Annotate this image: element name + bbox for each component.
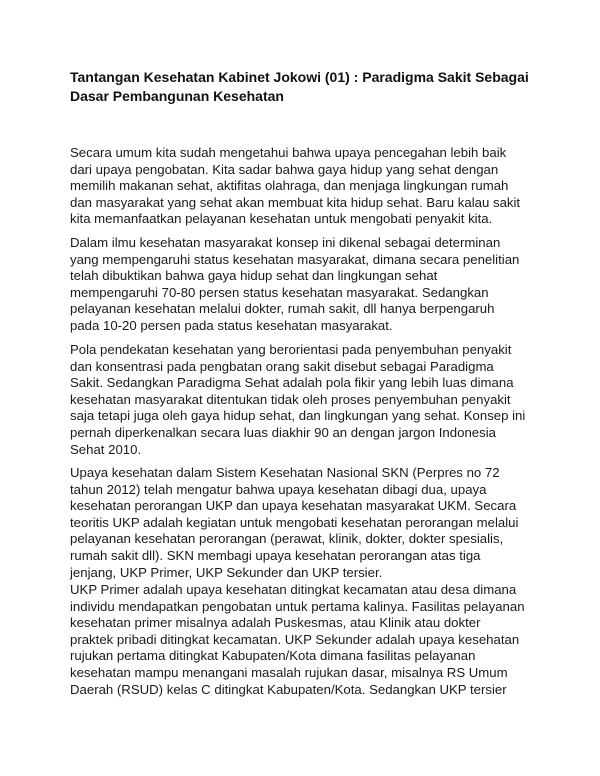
text-line: kita memanfaatkan pelayanan kesehatan untuk mengobati penyakit kita.: [70, 211, 493, 227]
text-line: mempengaruhi 70-80 persen status kesehatan masyarakat. Sedangkan: [70, 284, 489, 300]
text-line: Upaya kesehatan dalam Sistem Kesehatan Nasional SKN (Perpres no 72: [70, 465, 500, 480]
text-line: pernah diperkenalkan secara luas diakhir 90 an dengan jargon Indonesia: [70, 424, 496, 440]
text-line: rumah sakit dll). SKN membagi upaya kesehatan perorangan atas tiga: [70, 547, 481, 563]
paragraph-3: [70, 342, 540, 458]
text-line: yang mempengaruhi status kesehatan masyarakat, dimana secara penelitian: [70, 251, 520, 267]
paragraph-2: [70, 235, 540, 335]
text-line: Pola pendekatan kesehatan yang berorientasi pada penyembuhan penyakit: [70, 342, 512, 357]
text-line: kesehatan primer misalnya adalah Puskesmas, atau Klinik atau dokter: [70, 615, 481, 631]
text-line: kesehatan mampu menangani masalah rujukan dasar, misalnya RS Umum: [70, 664, 508, 680]
text-line: kesehatan masyarakat ditentukan tidak oleh proses penyembuhan penyakit: [70, 391, 511, 407]
text-line: kesehatan perorangan UKP dan upaya kesehatan masyarakat UKM. Secara: [70, 498, 517, 514]
document-title: [70, 68, 540, 106]
text-line: Dalam ilmu kesehatan masyarakat konsep ini dikenal sebagai determinan: [70, 235, 501, 250]
paragraph-5: [70, 582, 540, 698]
paragraph-4: [70, 465, 540, 581]
text-line: pelayanan kesehatan perorangan (perawat, klinik, dokter, dokter spesialis,: [70, 531, 504, 547]
text-line: jenjang, UKP Primer, UKP Sekunder dan UKP tersier.: [70, 564, 383, 580]
text-line: saja tetapi juga oleh gaya hidup sehat, dan lingkungan yang sehat. Konsep ini: [70, 408, 526, 424]
text-line: individu mendapatkan pengobatan untuk pertama kalinya. Fasilitas pelayanan: [70, 598, 525, 614]
text-line: UKP Primer adalah upaya kesehatan ditingkat kecamatan atau desa dimana: [70, 582, 517, 597]
text-line: teoritis UKP adalah kegiatan untuk mengobati kesehatan perorangan melalui: [70, 514, 519, 530]
title-line: Tantangan Kesehatan Kabinet Jokowi (01) : Paradigma Sakit Sebagai: [70, 69, 529, 85]
title-line: Dasar Pembangunan Kesehatan: [70, 88, 284, 104]
text-line: praktek pribadi ditingkat kecamatan. UKP Sekunder adalah upaya kesehatan: [70, 631, 520, 647]
text-line: telah dibuktikan bahwa gaya hidup sehat dan lingkungan sehat: [70, 268, 438, 284]
text-line: dan masyarakat yang sehat akan membuat kita hidup sehat. Baru kalau sakit: [70, 194, 521, 210]
text-line: tahun 2012) telah mengatur bahwa upaya kesehatan dibagi dua, upaya: [70, 481, 487, 497]
text-line: dan konsentrasi pada pengbatan orang sakit disebut sebagai Paradigma: [70, 358, 494, 374]
text-line: Sakit. Sedangkan Paradigma Sehat adalah pola fikir yang lebih luas dimana: [70, 375, 514, 391]
text-line: pada 10-20 persen pada status kesehatan masyarakat.: [70, 317, 393, 333]
text-line: Daerah (RSUD) kelas C ditingkat Kabupaten/Kota. Sedangkan UKP tersier: [70, 681, 507, 697]
text-line: dari upaya pengobatan. Kita sadar bahwa gaya hidup yang sehat dengan: [70, 161, 499, 177]
text-line: memilih makanan sehat, aktifitas olahraga, dan menjaga lingkungan rumah: [70, 178, 509, 194]
text-line: rujukan pertama ditingkat Kabupaten/Kota dimana fasilitas pelayanan: [70, 648, 476, 664]
text-line: Secara umum kita sudah mengetahui bahwa upaya pencegahan lebih baik: [70, 145, 507, 160]
text-line: pelayanan kesehatan melalui dokter, rumah sakit, dll hanya berpengaruh: [70, 301, 495, 317]
text-line: Sehat 2010.: [70, 441, 142, 457]
paragraph-1: [70, 145, 540, 228]
